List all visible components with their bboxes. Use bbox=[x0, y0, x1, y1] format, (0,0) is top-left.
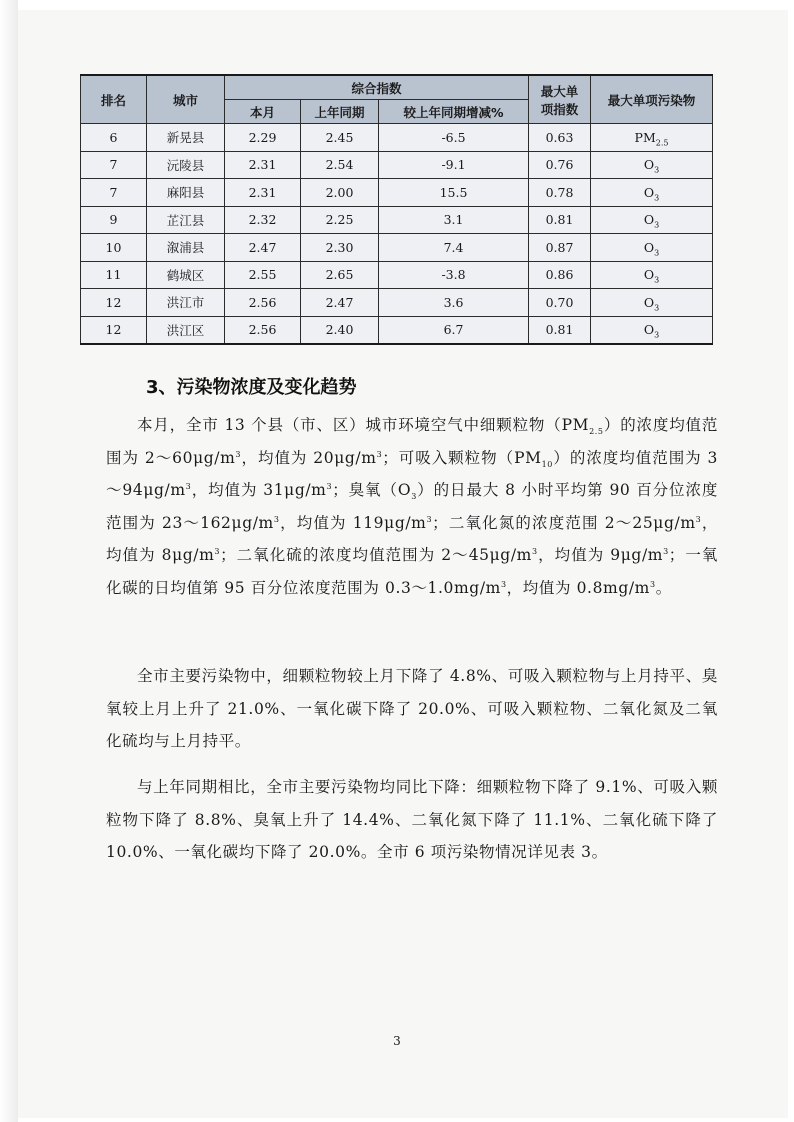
cell-max-index: 0.78 bbox=[529, 179, 591, 207]
cell-this-month: 2.55 bbox=[225, 261, 301, 289]
cell-max-index: 0.63 bbox=[529, 124, 591, 152]
cell-max-index: 0.87 bbox=[529, 234, 591, 262]
paragraph-year-on-year: 与上年同期相比，全市主要污染物均同比下降：细颗粒物下降了 9.1%、可吸入颗粒物下降了 8.8%、臭氧上升了 14.4%、二氧化氮下降了 11.1%、二氧化硫下降了 10.0%、一氧化碳均下降了 20.0%。全市 6 项污染物情况详见表 3。 bbox=[106, 778, 718, 861]
cell-this-month: 2.56 bbox=[225, 289, 301, 317]
cell-rank: 11 bbox=[81, 261, 147, 289]
cell-this-month: 2.29 bbox=[225, 124, 301, 152]
cell-this-month: 2.31 bbox=[225, 179, 301, 207]
cell-pollutant: $O_3$ bbox=[591, 151, 713, 179]
cell-last-year: 2.45 bbox=[301, 124, 379, 152]
cell-rank: 9 bbox=[81, 206, 147, 234]
ranking-table bbox=[80, 74, 713, 345]
page-number: 3 bbox=[393, 1034, 401, 1048]
cell-city: 鹤城区 bbox=[147, 261, 225, 289]
cell-this-month: 2.31 bbox=[225, 151, 301, 179]
cell-rank: 7 bbox=[81, 151, 147, 179]
cell-max-index: 0.70 bbox=[529, 289, 591, 317]
cell-city: 芷江县 bbox=[147, 206, 225, 234]
cell-rank: 12 bbox=[81, 316, 147, 344]
cell-pollutant: $O_3$ bbox=[591, 261, 713, 289]
cell-max-index: 0.76 bbox=[529, 151, 591, 179]
cell-change: 7.4 bbox=[379, 234, 529, 262]
table-row bbox=[81, 179, 713, 207]
table-row bbox=[81, 261, 713, 289]
table-row bbox=[81, 316, 713, 344]
cell-rank: 7 bbox=[81, 179, 147, 207]
table-row bbox=[81, 234, 713, 262]
scan-edge bbox=[0, 0, 18, 1122]
cell-change: -3.8 bbox=[379, 261, 529, 289]
cell-pollutant: $O_3$ bbox=[591, 316, 713, 344]
cell-change: -9.1 bbox=[379, 151, 529, 179]
paragraph-month-on-month: 全市主要污染物中，细颗粒物较上月下降了 4.8%、可吸入颗粒物与上月持平、臭氧较上月上升了 21.0%、一氧化碳下降了 20.0%、可吸入颗粒物、二氧化氮及二氧化硫均与上月持平。 bbox=[106, 667, 718, 750]
cell-rank: 10 bbox=[81, 234, 147, 262]
table-row bbox=[81, 124, 713, 152]
header-rank: 排名 bbox=[81, 75, 147, 124]
cell-city: 溆浦县 bbox=[147, 234, 225, 262]
cell-pollutant: $O_3$ bbox=[591, 234, 713, 262]
cell-pollutant: $O_3$ bbox=[591, 206, 713, 234]
cell-city: 沅陵县 bbox=[147, 151, 225, 179]
cell-last-year: 2.00 bbox=[301, 179, 379, 207]
header-composite-index: 综合指数 bbox=[225, 75, 529, 100]
cell-last-year: 2.47 bbox=[301, 289, 379, 317]
cell-last-year: 2.30 bbox=[301, 234, 379, 262]
cell-pollutant: $PM_{2.5}$ bbox=[591, 124, 713, 152]
cell-rank: 12 bbox=[81, 289, 147, 317]
header-max-single-index-line2: 项指数 bbox=[540, 101, 579, 117]
header-max-single-index bbox=[529, 75, 591, 124]
cell-last-year: 2.40 bbox=[301, 316, 379, 344]
header-change: 较上年同期增减% bbox=[379, 100, 529, 124]
cell-city: 麻阳县 bbox=[147, 179, 225, 207]
cell-city: 新晃县 bbox=[147, 124, 225, 152]
table-row bbox=[81, 151, 713, 179]
cell-change: 6.7 bbox=[379, 316, 529, 344]
header-max-single-index-line1: 最大单 bbox=[540, 83, 579, 99]
cell-this-month: 2.47 bbox=[225, 234, 301, 262]
cell-pollutant: $O_3$ bbox=[591, 289, 713, 317]
header-city: 城市 bbox=[147, 75, 225, 124]
cell-change: 3.1 bbox=[379, 206, 529, 234]
cell-this-month: 2.32 bbox=[225, 206, 301, 234]
table-row bbox=[81, 289, 713, 317]
cell-last-year: 2.25 bbox=[301, 206, 379, 234]
cell-max-index: 0.86 bbox=[529, 261, 591, 289]
cell-city: 洪江市 bbox=[147, 289, 225, 317]
header-last-year: 上年同期 bbox=[301, 100, 379, 124]
cell-change: 15.5 bbox=[379, 179, 529, 207]
cell-change: 3.6 bbox=[379, 289, 529, 317]
cell-rank: 6 bbox=[81, 124, 147, 152]
cell-max-index: 0.81 bbox=[529, 206, 591, 234]
table-header-row bbox=[81, 75, 713, 100]
table-row bbox=[81, 206, 713, 234]
header-this-month: 本月 bbox=[225, 100, 301, 124]
cell-pollutant: $O_3$ bbox=[591, 179, 713, 207]
paragraph-concentration: 本月，全市 13 个县（市、区）城市环境空气中细颗粒物$(PM_{2.5})$的浓度均值范围为 $2\sim 60\mu g/m^3$，均值为 $20\mu g/m^3$；可吸入颗粒物$(PM_{10})$的浓度均值范围为 $3\sim 94\mu g/m^3$，均值为 $31\mu g/m^3$；臭氧$(O_3)$的日最大 8 小时平均第 90 百分位浓度范围为 $23\sim 162\mu g/m^3$，均值为 $119\mu g/m^3$；二氧化氮的浓度范围 $2\sim 25\mu g/m^3$，均值为 $8\mu g/m^3$；二氧化硫的浓度均值范围为 $2\sim 45\mu g/m^3$，均值为 $9\mu g/m^3$；一氧化碳的日均值第 95 百分位浓度范围为 $0.3\sim 1.0mg/m^3$，均值为 $0.8mg/m^3$。 bbox=[106, 416, 719, 597]
cell-change: -6.5 bbox=[379, 124, 529, 152]
section-heading: 3、污染物浓度及变化趋势 bbox=[146, 377, 357, 398]
cell-last-year: 2.65 bbox=[301, 261, 379, 289]
cell-max-index: 0.81 bbox=[529, 316, 591, 344]
table-body bbox=[81, 124, 713, 345]
cell-city: 洪江区 bbox=[147, 316, 225, 344]
cell-this-month: 2.56 bbox=[225, 316, 301, 344]
cell-last-year: 2.54 bbox=[301, 151, 379, 179]
header-max-single-pollutant: 最大单项污染物 bbox=[591, 75, 713, 124]
